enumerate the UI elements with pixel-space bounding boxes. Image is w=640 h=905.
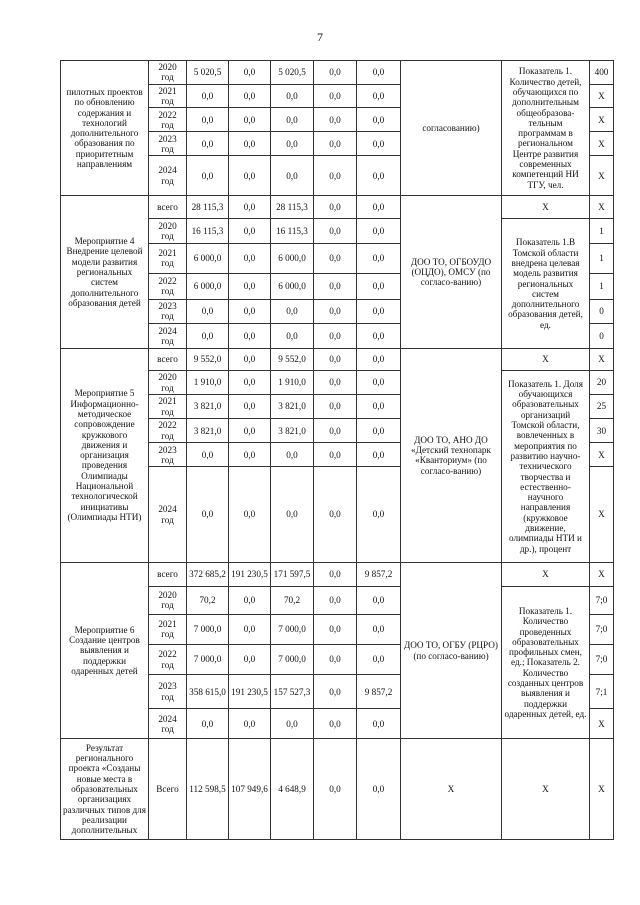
value-cell: 0 [590,323,614,348]
total-cell: 112 598,5 [187,739,229,840]
activity-name: Мероприятие 5 Информационно-методическое сопровождение кружкового движения и организация проведения Олимпиады Национальной технологической инициативы (Олимпиады НТИ) [61,348,149,562]
municipal-cell: 0,0 [314,443,357,467]
total-cell: 28 115,3 [187,196,229,219]
regional-cell: 0,0 [271,709,314,739]
activity-name: Мероприятие 4 Внедрение целевой модели развития региональных систем дополнительного образования детей [61,196,149,349]
result-name: Результат регионального проекта «Созданы новые места в образовательных организациях различных типов для реализации дополнительных [61,739,149,840]
year-cell: 2021 год [149,614,187,644]
regional-cell: 7 000,0 [271,614,314,644]
other-cell: 0,0 [357,108,401,132]
total-cell: 358 615,0 [187,675,229,709]
federal-cell: 0,0 [229,323,271,348]
value-cell: X [590,443,614,467]
regional-cell: 0,0 [271,467,314,562]
regional-cell: 0,0 [271,323,314,348]
indicator-cell: Показатель 1.В Томской области внедрена целевая модель развития региональных систем дополнительного образования детей, ед. [502,219,590,348]
other-cell: 0,0 [357,739,401,840]
regional-cell: 28 115,3 [271,196,314,219]
other-cell: 9 857,2 [357,675,401,709]
year-cell: 2024 год [149,323,187,348]
year-cell: 2024 год [149,709,187,739]
federal-cell: 0,0 [229,299,271,323]
year-cell: 2024 год [149,156,187,196]
value-cell: 1 [590,273,614,299]
year-cell: 2021 год [149,84,187,108]
regional-cell: 3 821,0 [271,395,314,419]
federal-cell: 0,0 [229,61,271,85]
other-cell: 0,0 [357,467,401,562]
total-cell: 0,0 [187,467,229,562]
municipal-cell: 0,0 [314,323,357,348]
municipal-cell: 0,0 [314,562,357,586]
federal-cell: 0,0 [229,196,271,219]
regional-cell: 0,0 [271,156,314,196]
year-cell: всего [149,348,187,370]
regional-cell: 171 597,5 [271,562,314,586]
value-cell: 0 [590,299,614,323]
year-cell: 2022 год [149,108,187,132]
regional-cell: 70,2 [271,586,314,614]
regional-cell: 3 821,0 [271,419,314,443]
executor-cell: согласованию) [401,61,502,196]
municipal-cell: 0,0 [314,273,357,299]
other-cell: 0,0 [357,443,401,467]
indicator-cell: Показатель 1. Доля обучающихся образовательных организаций Томской области, вовлеченных в мероприятия по развитию научно-технического творчества и естественно-научного направления (кружковое движение, олимпиады НТИ и др.), процент [502,370,590,562]
year-cell: 2020 год [149,586,187,614]
municipal-cell: 0,0 [314,108,357,132]
value-cell: X [590,196,614,219]
other-cell: 0,0 [357,395,401,419]
regional-cell: 0,0 [271,132,314,156]
value-cell: 1 [590,219,614,243]
table-row [61,196,614,219]
other-cell: 0,0 [357,61,401,85]
federal-cell: 0,0 [229,443,271,467]
federal-cell: 0,0 [229,156,271,196]
other-cell: 0,0 [357,419,401,443]
indicator-cell: X [502,348,590,370]
value-cell: X [590,467,614,562]
total-cell: 3 821,0 [187,395,229,419]
federal-cell: 0,0 [229,419,271,443]
table-row [61,61,614,85]
other-cell: 0,0 [357,156,401,196]
total-cell: 70,2 [187,586,229,614]
regional-cell: 6 000,0 [271,273,314,299]
federal-cell: 0,0 [229,467,271,562]
federal-cell: 0,0 [229,219,271,243]
total-cell: 0,0 [187,132,229,156]
value-cell: 400 [590,61,614,85]
indicator-cell: X [502,739,590,840]
activity-name: Мероприятие 6 Создание центров выявления и поддержки одаренных детей [61,562,149,739]
value-cell: 1 [590,243,614,273]
total-cell: 7 000,0 [187,645,229,675]
municipal-cell: 0,0 [314,132,357,156]
federal-cell: 0,0 [229,370,271,394]
regional-cell: 1 910,0 [271,370,314,394]
table-row [61,348,614,370]
budget-table [60,60,614,840]
indicator-cell: X [502,562,590,586]
federal-cell: 0,0 [229,614,271,644]
value-cell: 20 [590,370,614,394]
municipal-cell: 0,0 [314,419,357,443]
other-cell: 0,0 [357,645,401,675]
regional-cell: 0,0 [271,443,314,467]
value-cell: X [590,156,614,196]
regional-cell: 0,0 [271,108,314,132]
indicator-cell: Показатель 1. Количество проведенных образовательных профильных смен, ед.; Показатель 2. Количество созданных центров выявления и поддержки одаренных детей, ед. [502,586,590,739]
other-cell: 0,0 [357,348,401,370]
year-cell: 2020 год [149,370,187,394]
value-cell: 7;0 [590,614,614,644]
total-cell: 0,0 [187,323,229,348]
federal-cell: 0,0 [229,132,271,156]
federal-cell: 0,0 [229,273,271,299]
executor-cell: ДОО ТО, ОГБОУДО (ОЦДО), ОМСУ (по согласо-ванию) [401,196,502,349]
regional-cell: 0,0 [271,84,314,108]
value-cell: X [590,709,614,739]
regional-cell: 157 527,3 [271,675,314,709]
municipal-cell: 0,0 [314,395,357,419]
federal-cell: 0,0 [229,645,271,675]
total-cell: 6 000,0 [187,273,229,299]
regional-cell: 9 552,0 [271,348,314,370]
other-cell: 0,0 [357,709,401,739]
table-row [61,562,614,586]
executor-cell: X [401,739,502,840]
year-cell: 2022 год [149,273,187,299]
value-cell: 7;1 [590,675,614,709]
municipal-cell: 0,0 [314,196,357,219]
municipal-cell: 0,0 [314,61,357,85]
municipal-cell: 0,0 [314,586,357,614]
indicator-cell: X [502,196,590,219]
regional-cell: 0,0 [271,299,314,323]
federal-cell: 0,0 [229,709,271,739]
municipal-cell: 0,0 [314,219,357,243]
total-cell: 0,0 [187,709,229,739]
federal-cell: 0,0 [229,586,271,614]
municipal-cell: 0,0 [314,299,357,323]
page-number: 7 [317,30,323,44]
other-cell: 0,0 [357,219,401,243]
other-cell: 9 857,2 [357,562,401,586]
total-cell: 0,0 [187,299,229,323]
regional-cell: 7 000,0 [271,645,314,675]
year-cell: 2020 год [149,61,187,85]
federal-cell: 0,0 [229,243,271,273]
value-cell: X [590,348,614,370]
regional-cell: 6 000,0 [271,243,314,273]
total-cell: 3 821,0 [187,419,229,443]
regional-cell: 4 648,9 [271,739,314,840]
regional-cell: 5 020,5 [271,61,314,85]
total-cell: 7 000,0 [187,614,229,644]
municipal-cell: 0,0 [314,370,357,394]
value-cell: 30 [590,419,614,443]
municipal-cell: 0,0 [314,156,357,196]
year-cell: Всего [149,739,187,840]
municipal-cell: 0,0 [314,645,357,675]
municipal-cell: 0,0 [314,675,357,709]
year-cell: 2020 год [149,219,187,243]
regional-cell: 16 115,3 [271,219,314,243]
year-cell: 2024 год [149,467,187,562]
year-cell: 2023 год [149,675,187,709]
municipal-cell: 0,0 [314,348,357,370]
federal-cell: 107 949,6 [229,739,271,840]
value-cell: X [590,108,614,132]
executor-cell: ДОО ТО, ОГБУ (РЦРО) (по согласо-ванию) [401,562,502,739]
executor-cell: ДОО ТО, АНО ДО «Детский технопарк «Кванториум» (по согласо-ванию) [401,348,502,562]
year-cell: всего [149,196,187,219]
indicator-cell: Показатель 1. Количество детей, обучающихся по дополнительным общеобразова-тельным программам в региональном Центре развития современных компетенций НИ ТГУ, чел. [502,61,590,196]
table-row [61,739,614,840]
value-cell: 7;0 [590,586,614,614]
total-cell: 0,0 [187,84,229,108]
municipal-cell: 0,0 [314,84,357,108]
total-cell: 1 910,0 [187,370,229,394]
federal-cell: 0,0 [229,395,271,419]
other-cell: 0,0 [357,196,401,219]
year-cell: 2023 год [149,299,187,323]
other-cell: 0,0 [357,243,401,273]
activity-name: пилотных проектов по обновлению содержания и технологий дополнительного образования по приоритетным направлениям [61,61,149,196]
year-cell: 2021 год [149,395,187,419]
total-cell: 6 000,0 [187,243,229,273]
federal-cell: 191 230,5 [229,562,271,586]
other-cell: 0,0 [357,614,401,644]
other-cell: 0,0 [357,370,401,394]
other-cell: 0,0 [357,586,401,614]
municipal-cell: 0,0 [314,467,357,562]
value-cell: 7;0 [590,645,614,675]
municipal-cell: 0,0 [314,739,357,840]
total-cell: 9 552,0 [187,348,229,370]
year-cell: 2023 год [149,132,187,156]
total-cell: 0,0 [187,443,229,467]
municipal-cell: 0,0 [314,243,357,273]
total-cell: 0,0 [187,156,229,196]
value-cell: X [590,84,614,108]
value-cell: 25 [590,395,614,419]
federal-cell: 0,0 [229,348,271,370]
value-cell: X [590,562,614,586]
municipal-cell: 0,0 [314,709,357,739]
year-cell: 2022 год [149,419,187,443]
year-cell: всего [149,562,187,586]
federal-cell: 191 230,5 [229,675,271,709]
municipal-cell: 0,0 [314,614,357,644]
other-cell: 0,0 [357,132,401,156]
federal-cell: 0,0 [229,108,271,132]
other-cell: 0,0 [357,84,401,108]
federal-cell: 0,0 [229,84,271,108]
year-cell: 2023 год [149,443,187,467]
year-cell: 2022 год [149,645,187,675]
value-cell: X [590,739,614,840]
other-cell: 0,0 [357,299,401,323]
other-cell: 0,0 [357,323,401,348]
value-cell: X [590,132,614,156]
total-cell: 5 020,5 [187,61,229,85]
total-cell: 0,0 [187,108,229,132]
total-cell: 16 115,3 [187,219,229,243]
other-cell: 0,0 [357,273,401,299]
total-cell: 372 685,2 [187,562,229,586]
year-cell: 2021 год [149,243,187,273]
